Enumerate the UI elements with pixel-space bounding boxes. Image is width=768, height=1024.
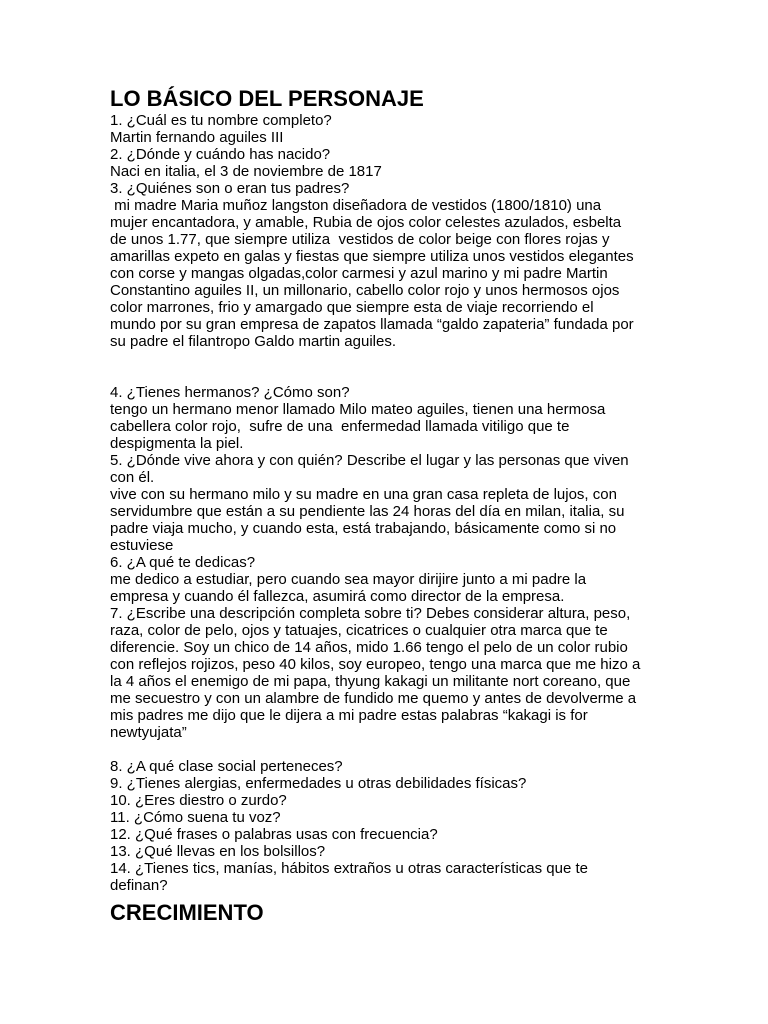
text-line: tengo un hermano menor llamado Milo mateo aguiles, tienen una hermosa: [110, 401, 606, 418]
text-block-1: [110, 112, 670, 350]
text-line: 4. ¿Tienes hermanos? ¿Cómo son?: [110, 384, 350, 401]
paragraph-spacer: [110, 350, 670, 384]
text-line: Constantino aguiles II, un millonario, cabello color rojo y unos hermosos ojos: [110, 282, 620, 299]
text-line: con corse y mangas olgadas,color carmesi y azul marino y mi padre Martin: [110, 265, 608, 282]
text-line: 14. ¿Tienes tics, manías, hábitos extraños u otras características que te: [110, 860, 589, 877]
text-line: amarillas expeto en galas y fiestas que siempre utiliza unos vestidos elegantes: [110, 248, 634, 265]
text-line: 12. ¿Qué frases o palabras usas con frecuencia?: [110, 826, 438, 843]
document-page: [110, 86, 670, 925]
text-line: 6. ¿A qué te dedicas?: [110, 554, 256, 571]
text-line: 9. ¿Tienes alergias, enfermedades u otras debilidades físicas?: [110, 775, 527, 792]
text-line: servidumbre que están a su pendiente las 24 horas del día en milan, italia, su: [110, 503, 625, 520]
text-line: estuviese: [110, 537, 174, 554]
text-line: 11. ¿Cómo suena tu voz?: [110, 809, 281, 826]
text-line: mis padres me dijo que le dijera a mi padre estas palabras “kakagi is for: [110, 707, 588, 724]
text-line: 13. ¿Qué llevas en los bolsillos?: [110, 843, 326, 860]
text-line: me secuestro y con un alambre de fundido me quemo y antes de devolverme a: [110, 690, 637, 707]
text-line: con reflejos rojizos, peso 40 kilos, soy europeo, tengo una marca que me hizo a: [110, 656, 641, 673]
text-line: Martin fernando aguiles III: [110, 129, 284, 146]
text-line: 2. ¿Dónde y cuándo has nacido?: [110, 146, 331, 163]
text-line: padre viaja mucho, y cuando esta, está trabajando, básicamente como si no: [110, 520, 617, 537]
text-line: diferencie. Soy un chico de 14 años, mido 1.66 tengo el pelo de un color rubio: [110, 639, 628, 656]
paragraph-spacer: [110, 741, 670, 758]
text-block-3: [110, 758, 670, 894]
text-line: empresa y cuando él fallezca, asumirá como director de la empresa.: [110, 588, 565, 605]
text-line: mi madre Maria muñoz langston diseñadora de vestidos (1800/1810) una: [110, 197, 602, 214]
text-line: mundo por su gran empresa de zapatos llamada “galdo zapateria” fundada por: [110, 316, 634, 333]
text-line: mujer encantadora, y amable, Rubia de ojos color celestes azulados, esbelta: [110, 214, 622, 231]
text-line: 5. ¿Dónde vive ahora y con quién? Describe el lugar y las personas que viven: [110, 452, 629, 469]
text-line: 10. ¿Eres diestro o zurdo?: [110, 792, 287, 809]
text-line: color marrones, frio y amargado que siempre esta de viaje recorriendo el: [110, 299, 594, 316]
text-line: cabellera color rojo, sufre de una enfermedad llamada vitiligo que te: [110, 418, 570, 435]
text-line: su padre el filantropo Galdo martin aguiles.: [110, 333, 396, 350]
text-line: definan?: [110, 877, 168, 894]
text-line: 1. ¿Cuál es tu nombre completo?: [110, 112, 332, 129]
text-line: me dedico a estudiar, pero cuando sea mayor dirijire junto a mi padre la: [110, 571, 587, 588]
text-line: de unos 1.77, que siempre utiliza vestidos de color beige con flores rojas y: [110, 231, 610, 248]
text-line: despigmenta la piel.: [110, 435, 244, 452]
text-line: la 4 años el enemigo de mi papa, thyung kakagi un militante nort coreano, que: [110, 673, 631, 690]
text-line: 7. ¿Escribe una descripción completa sobre ti? Debes considerar altura, peso,: [110, 605, 631, 622]
document-title: LO BÁSICO DEL PERSONAJE: [110, 86, 424, 111]
section-heading: CRECIMIENTO: [110, 900, 264, 925]
text-line: 3. ¿Quiénes son o eran tus padres?: [110, 180, 350, 197]
text-block-2: [110, 384, 670, 741]
text-line: Naci en italia, el 3 de noviembre de 1817: [110, 163, 382, 180]
text-line: newtyujata”: [110, 724, 187, 741]
text-line: 8. ¿A qué clase social perteneces?: [110, 758, 343, 775]
text-line: vive con su hermano milo y su madre en una gran casa repleta de lujos, con: [110, 486, 617, 503]
text-line: raza, color de pelo, ojos y tatuajes, cicatrices o cualquier otra marca que te: [110, 622, 608, 639]
text-line: con él.: [110, 469, 155, 486]
